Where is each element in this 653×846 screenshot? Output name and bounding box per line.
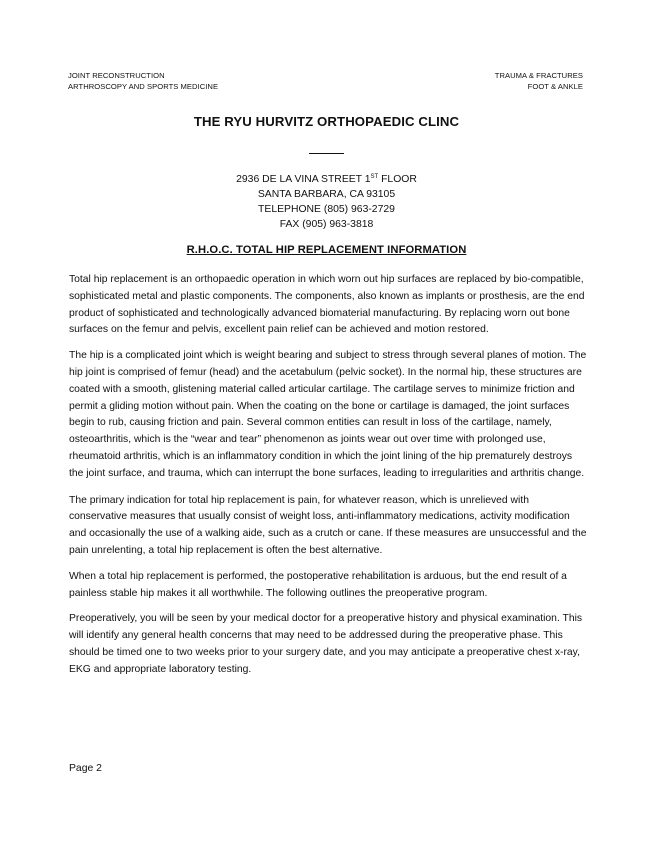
street-text: 2936 DE LA VINA STREET 1 (236, 174, 371, 185)
paragraph-preoperative: Preoperatively, you will be seen by your medical doctor for a preoperative history and physical examination. This will identify any general health concerns that may need to be addressed during the preoperative phase. This should be timed one to two weeks prior to your surgery date, and you may anticipate a preoperative chest x-ray, EKG and appropriate laboratory testing. (69, 613, 583, 675)
header-right-specialties (495, 70, 583, 92)
paragraph-hip-anatomy: The hip is a complicated joint which is weight bearing and subject to stress through several planes of motion. The hip joint is comprised of femur (head) and the acetabulum (pelvic socket). In the normal hip, these structures are coated with a smooth, glistening material called articular cartilage. The cartilage serves to minimize friction and permit a gliding motion without pain. When the coating on the bone or cartilage is damaged, the joint surfaces begin to rub, causing friction and pain. Several common entities can result in loss of the cartilage, namely, osteoarthritis, which is the “wear and tear” phenomenon as joints wear out over time with prolonged use, rheumatoid arthritis, which is an inflammatory condition in which the joint lining of the hip prematurely destroys the joint surface, and trauma, which can interrupt the bone surfaces, leading to irregularities and arthritis change. (69, 350, 587, 479)
address-city: SANTA BARBARA, CA 93105 (257, 189, 396, 200)
address-fax: FAX (905) 963-3818 (279, 219, 374, 230)
page-number: Page 2 (69, 763, 102, 774)
clinic-title: THE RYU HURVITZ ORTHOPAEDIC CLINC (193, 114, 460, 129)
header-right-line: TRAUMA & FRACTURES (494, 71, 583, 80)
header-left-line: JOINT RECONSTRUCTION (68, 71, 165, 80)
paragraph-indication: The primary indication for total hip replacement is pain, for whatever reason, which is unrelieved with conservative measures that usually consist of weight loss, anti-inflammatory medications, activity modification and occasionally the use of a walking aide, such as a crutch or cane. If these measures are unsuccessful and the pain unrelenting, a total hip replacement is often the best alternative. (69, 494, 587, 556)
header-left-line: ARTHROSCOPY AND SPORTS MEDICINE (68, 82, 219, 91)
paragraph-intro: Total hip replacement is an orthopaedic operation in which worn out hip surfaces are replaced by bio-compatible, sophisticated metal and plastic components. The components, also known as implants or prosthesis, are the end product of sophisticated and technologically advanced biomaterial manufacturing. By replacing worn out bone surfaces on the femur and pelvis, excellent pain relief can be achieved and motion restored. (69, 274, 585, 336)
header-right-line: FOOT & ANKLE (527, 82, 583, 91)
paragraph-rehabilitation: When a total hip replacement is performed, the postoperative rehabilitation is arduous, but the end result of a painless stable hip makes it all worthwhile. The following outlines the preoperative program. (69, 570, 567, 599)
header-left-specialties (68, 70, 218, 92)
address-street (0, 172, 653, 187)
street-ordinal: ST (370, 174, 379, 180)
title-divider (309, 153, 344, 154)
document-subtitle: R.H.O.C. TOTAL HIP REPLACEMENT INFORMATION (186, 244, 467, 256)
address-telephone: TELEPHONE (805) 963-2729 (258, 204, 395, 215)
street-floor: FLOOR (378, 174, 417, 185)
clinic-address (0, 172, 653, 232)
document-body (69, 272, 589, 688)
